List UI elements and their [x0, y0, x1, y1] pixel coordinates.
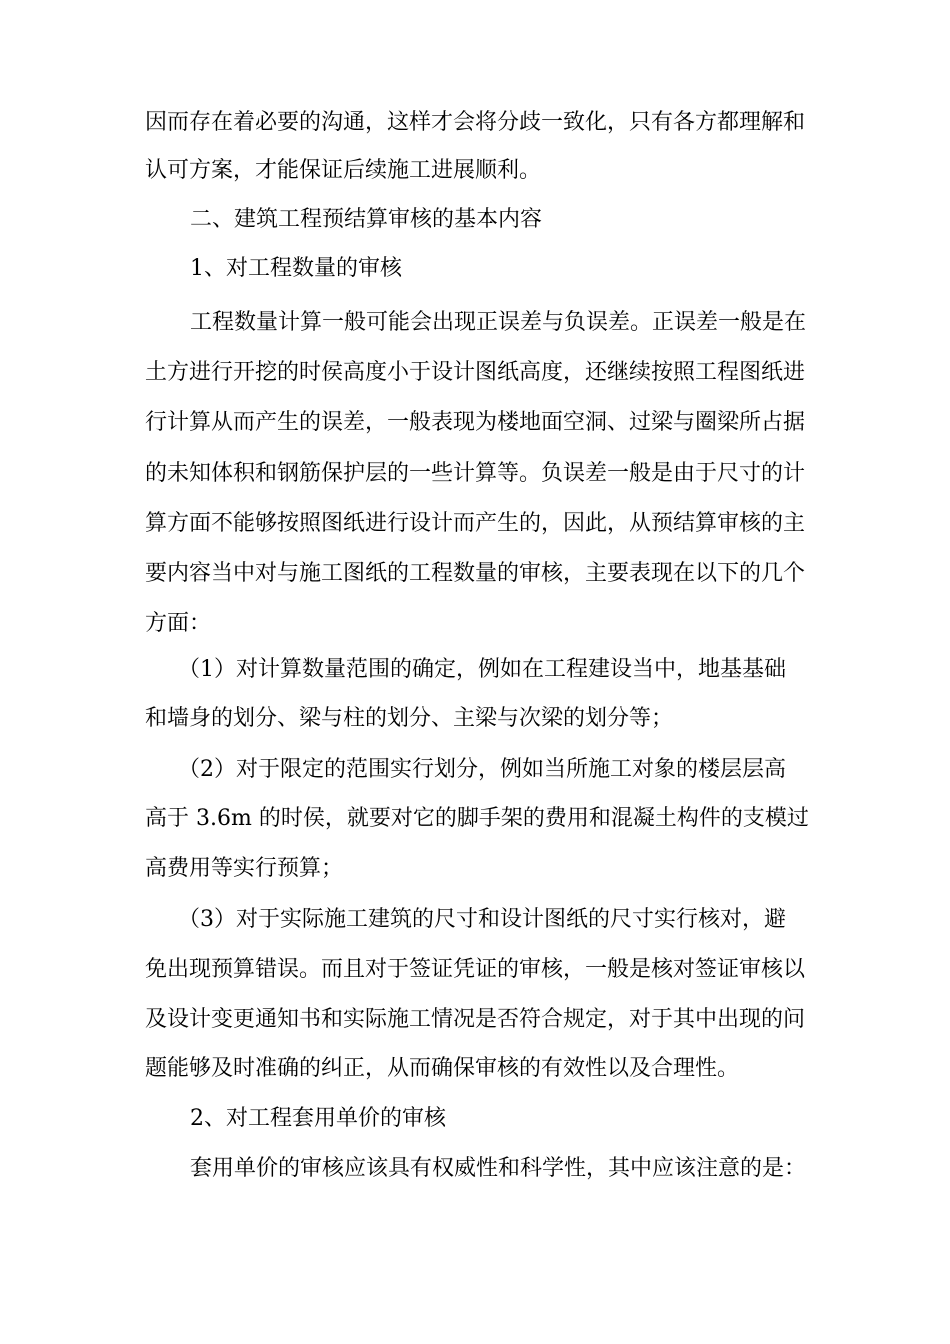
paragraph-line: 题能够及时准确的纠正，从而确保审核的有效性以及合理性。	[145, 1056, 740, 1081]
subsection-heading: 1、对工程数量的审核	[190, 256, 402, 281]
paragraph-line: 要内容当中对与施工图纸的工程数量的审核，主要表现在以下的几个	[145, 561, 806, 586]
paragraph-line: 免出现预算错误。而且对于签证凭证的审核，一般是核对签证审核以	[145, 957, 806, 982]
paragraph-line: 高费用等实行预算；	[145, 856, 344, 881]
section-heading: 二、建筑工程预结算审核的基本内容	[190, 207, 543, 232]
paragraph-line: 因而存在着必要的沟通，这样才会将分歧一致化，只有各方都理解和	[145, 110, 806, 135]
list-item: （1）对计算数量范围的确定，例如在工程建设当中，地基基础	[178, 657, 786, 682]
paragraph-line: 的未知体积和钢筋保护层的一些计算等。负误差一般是由于尺寸的计	[145, 461, 806, 486]
paragraph-line: 和墙身的划分、梁与柱的划分、主梁与次梁的划分等；	[145, 706, 674, 731]
paragraph-line: 算方面不能够按照图纸进行设计而产生的，因此，从预结算审核的主	[145, 511, 806, 536]
paragraph-line: 认可方案，才能保证后续施工进展顺利。	[145, 158, 542, 183]
paragraph-line: 高于 3.6m 的时侯，就要对它的脚手架的费用和混凝土构件的支模过	[145, 806, 809, 831]
paragraph-line: 行计算从而产生的误差，一般表现为楼地面空洞、过梁与圈梁所占据	[145, 410, 806, 435]
paragraph-line: 方面：	[145, 611, 212, 636]
paragraph-line: 土方进行开挖的时侯高度小于设计图纸高度，还继续按照工程图纸进	[145, 360, 806, 385]
paragraph-line: 工程数量计算一般可能会出现正误差与负误差。正误差一般是在	[190, 310, 807, 335]
paragraph-line: 套用单价的审核应该具有权威性和科学性，其中应该注意的是：	[190, 1156, 807, 1181]
paragraph-line: 及设计变更通知书和实际施工情况是否符合规定，对于其中出现的问	[145, 1007, 806, 1032]
list-item: （2）对于限定的范围实行划分，例如当所施工对象的楼层层高	[178, 757, 786, 782]
subsection-heading: 2、对工程套用单价的审核	[190, 1106, 446, 1131]
list-item: （3）对于实际施工建筑的尺寸和设计图纸的尺寸实行核对，避	[178, 907, 786, 932]
